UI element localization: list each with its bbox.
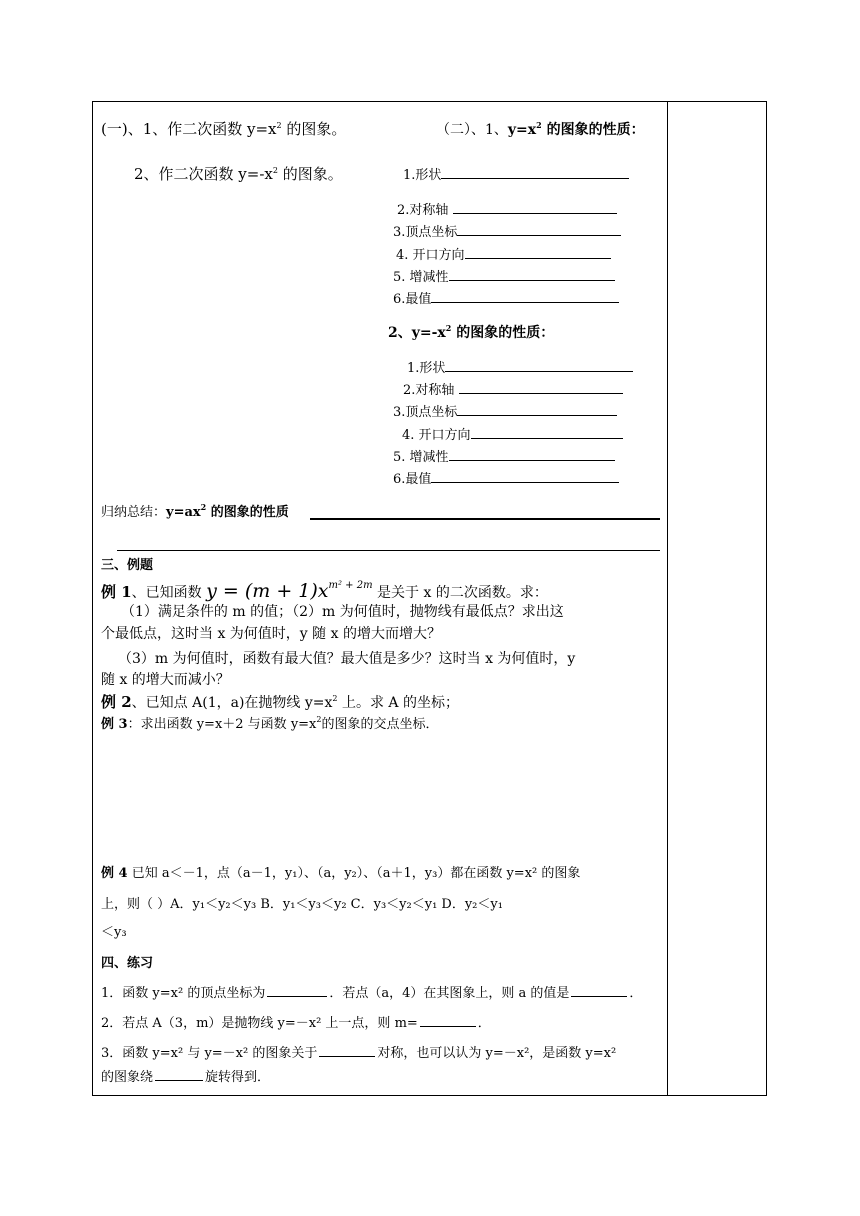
- example-2: 例 2、已知点 A(1，a)在抛物线 $y=x^2$ 上。求 A 的坐标；: [101, 693, 459, 711]
- example-1-q3: （3）m 为何值时，函数有最大值？最大值是多少？这时当 x 为何值时，y: [118, 651, 576, 667]
- task-2: 2、作二次函数 $y=-x^2$ 的图象。: [134, 165, 343, 183]
- prop2-axis: 2.对称轴: [403, 381, 623, 399]
- properties-heading-1: （二）、1、$y=x^2$ 的图象的性质：: [436, 120, 645, 138]
- task-1: (一)、1、作二次函数 $y=x^2$ 的图象。: [101, 120, 347, 138]
- summary: 归纳总结：$y=ax^2$ 的图象的性质: [101, 502, 289, 520]
- prop1-shape: 1.形状: [403, 166, 629, 184]
- prop1-opening: 4. 开口方向: [396, 246, 611, 264]
- prop2-extreme: 6.最值: [393, 470, 619, 488]
- prop2-vertex: 3.顶点坐标: [393, 403, 617, 421]
- summary-line-1: [310, 518, 660, 520]
- prop2-monotonic: 5. 增减性: [393, 448, 615, 466]
- example-1-q3b: 随 x 的增大而减小？: [101, 672, 230, 688]
- example-3: 例 3：求出函数 y=x＋2 与函数 $y=x^2$的图象的交点坐标．: [101, 715, 439, 732]
- prop1-vertex: 3.顶点坐标: [393, 223, 621, 241]
- example-1: 例 1、已知函数 $y = (m + 1)x^{m^2 + 2m}$ 是关于 x 的二次函数。求：: [101, 580, 548, 602]
- prop1-extreme: 6.最值: [393, 290, 619, 308]
- properties-heading-2: 2、$y=-x^2$ 的图象的性质：: [388, 323, 555, 341]
- practice-3: 3．函数 y=x² 与 y=－x² 的图象关于 对称，也可以认为 y=－x²，是函数 y=x²: [101, 1046, 617, 1061]
- prop2-opening: 4. 开口方向: [402, 426, 623, 444]
- example-4-line2: 上，则（ ）A．y₁＜y₂＜y₃ B．y₁＜y₃＜y₂ C．y₃＜y₂＜y₁ D．y₂＜y₁: [101, 897, 503, 912]
- prop1-axis: 2.对称轴: [397, 201, 617, 219]
- practice-1: 1．函数 y=x² 的顶点坐标为 ．若点（a，4）在其图象上，则 a 的值是 ．: [101, 986, 643, 1001]
- practice-3-cont: 的图象绕 旋转得到．: [101, 1070, 271, 1085]
- practice-heading: 四、练习: [101, 956, 154, 971]
- prop2-shape: 1.形状: [407, 359, 633, 377]
- example-1-q1: （1）满足条件的 m 的值；（2）m 为何值时，抛物线有最低点？求出这: [121, 604, 564, 620]
- summary-line-2: [117, 550, 660, 551]
- example-4-line3: ＜y₃: [101, 925, 127, 940]
- practice-2: 2．若点 A（3，m）是抛物线 y=－x² 上一点，则 m= ．: [101, 1016, 491, 1031]
- example-1-formula: y = (m + 1)x: [206, 580, 329, 602]
- example-4-line1: 例 4 已知 a＜－1，点（a－1，y₁）、（a，y₂）、（a＋1，y₃）都在函数 y=x² 的图象: [101, 866, 581, 881]
- column-divider: [667, 101, 668, 1096]
- examples-heading: 三、例题: [101, 558, 154, 573]
- prop1-monotonic: 5. 增减性: [393, 268, 615, 286]
- example-1-q1b: 个最低点，这时当 x 为何值时，y 随 x 的增大而增大？: [101, 626, 441, 642]
